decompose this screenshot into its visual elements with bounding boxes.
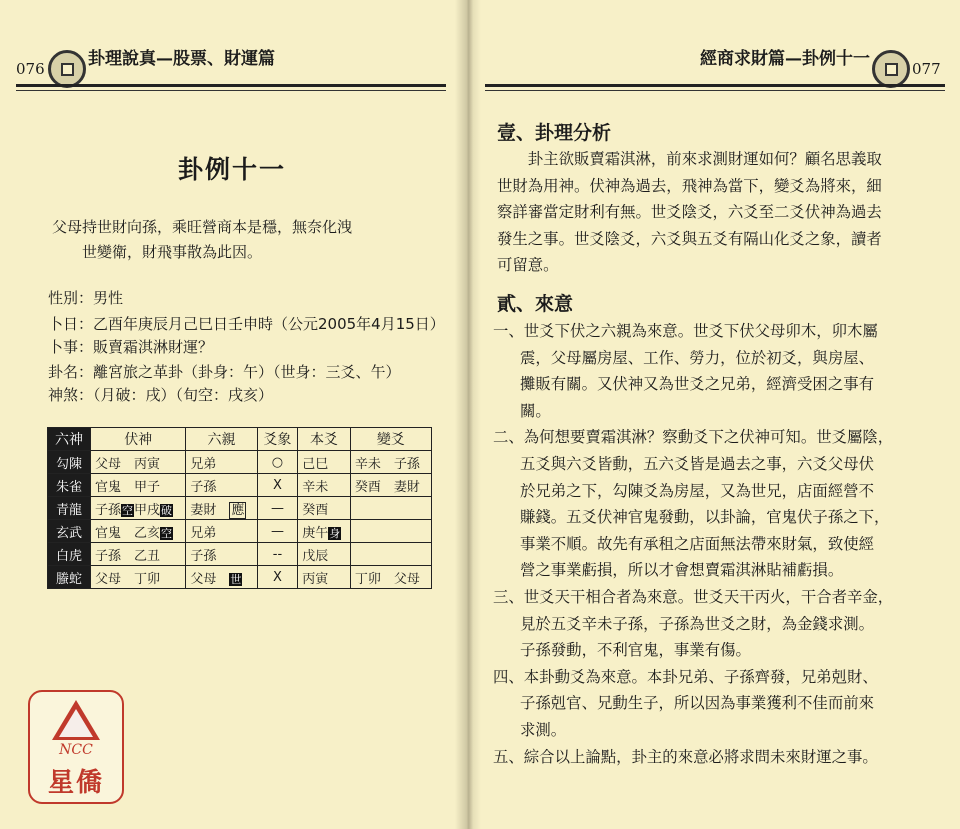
po-tag: 破 — [161, 503, 173, 517]
list-item — [493, 744, 921, 771]
item-line: 於兄弟之下，勾陳爻為房屋，又為世兄，店面經營不 — [520, 481, 874, 500]
left-page-header: 卦理說真—股票、財運篇 — [88, 49, 275, 69]
table-row — [48, 474, 432, 497]
info-gua: 卦名：離宮旅之革卦（卦身：午）（世身：三爻、午） — [48, 363, 401, 381]
cell-bianyao — [350, 497, 431, 520]
item-line: 一、世爻下伏之六親為來意。世爻下伏父母卯木，卯木屬 — [493, 322, 878, 340]
left-header-rule-thin — [16, 90, 446, 91]
right-header-rule-thin — [485, 90, 945, 91]
cell-liuqin: 子孫 — [186, 474, 257, 497]
cell-benyao: 辛未 — [298, 474, 351, 497]
cell-bianyao — [350, 543, 431, 566]
cell-liuqin — [186, 497, 257, 520]
header-benyao: 本爻 — [298, 428, 351, 451]
item-line: 五、綜合以上論點，卦主的來意必將求問未來財運之事。 — [493, 747, 878, 766]
item-line: 五爻與六爻皆動，五六爻皆是過去之事，六爻父母伏 — [520, 454, 874, 473]
kong-tag: 空 — [122, 503, 134, 517]
table-row — [48, 497, 432, 520]
cell-benyao: 丙寅 — [298, 566, 351, 589]
para-line: 發生之事。世爻陰爻，六爻與五爻有隔山化爻之象，讀者 — [497, 229, 882, 248]
cell-god: 白虎 — [48, 543, 91, 566]
item-line: 子孫發動，不利官鬼，事業有傷。 — [520, 641, 751, 660]
cell-liuqin: 子孫 — [186, 543, 257, 566]
para-line: 察詳審當定財利有無。世爻陰爻，六爻至二爻伏神為過去 — [497, 203, 882, 222]
header-yaoxiang: 爻象 — [257, 428, 298, 451]
right-page-number: 077 — [912, 60, 941, 78]
case-title: 卦例十一 — [178, 155, 287, 184]
item-line: 震，父母屬房屋、工作、勞力，位於初爻，與房屋、 — [520, 348, 874, 367]
para-line: 可留意。 — [497, 256, 559, 275]
cell-fushen — [91, 520, 186, 543]
cell-liuqin: 兄弟 — [186, 451, 257, 474]
cell-god: 玄武 — [48, 520, 91, 543]
gua-table-header-row — [48, 428, 432, 451]
cell-benyao — [298, 520, 351, 543]
fushen-text: 子孫 — [95, 502, 122, 518]
shen-tag: 身 — [329, 526, 341, 540]
section-1-title: 壹、卦理分析 — [497, 122, 612, 144]
cell-benyao: 己巳 — [298, 451, 351, 474]
item-line: 見於五爻辛未子孫，子孫為世爻之財，為金錢求測。 — [520, 614, 874, 633]
para-line: 卦主欲販賣霜淇淋，前來求測財運如何？顧名思義取 — [497, 150, 882, 168]
list-item — [493, 664, 921, 744]
kong-tag: 空 — [161, 526, 173, 540]
cell-yaoxiang: X — [257, 474, 298, 497]
book-gutter — [455, 0, 481, 829]
item-line: 賺錢。五爻伏神官鬼發動，以卦論，官鬼伏子孫之下， — [520, 508, 890, 527]
cell-benyao: 戊辰 — [298, 543, 351, 566]
cell-yaoxiang: X — [257, 566, 298, 589]
section-1-paragraph — [497, 146, 917, 279]
left-page-number: 076 — [16, 60, 45, 78]
coin-ornament-icon — [872, 50, 910, 88]
list-item — [493, 318, 921, 424]
stamp-ncc-text: NCC — [59, 742, 93, 758]
cell-liuqin: 兄弟 — [186, 520, 257, 543]
cell-god: 朱雀 — [48, 474, 91, 497]
header-bianyao: 變爻 — [350, 428, 431, 451]
cell-bianyao: 辛未 子孫 — [350, 451, 431, 474]
ncc-stamp-logo — [28, 690, 124, 804]
shi-tag: 世 — [230, 572, 242, 586]
table-row — [48, 520, 432, 543]
triangle-mark-icon — [52, 700, 100, 740]
cell-god: 勾陳 — [48, 451, 91, 474]
item-line: 攤販有關。又伏神又為世爻之兄弟，經濟受困之事有 — [520, 375, 874, 394]
benyao-text: 庚午 — [302, 525, 329, 541]
list-item — [493, 584, 921, 664]
section-2-items — [493, 318, 921, 770]
table-row — [48, 566, 432, 589]
info-gender: 性別：男性 — [48, 289, 124, 307]
info-matter: 卜事：販賣霜淇淋財運？ — [48, 338, 214, 356]
ying-tag: 應 — [231, 502, 245, 518]
info-date: 卜日：乙酉年庚辰月己巳日壬申時（公元2005年4月15日） — [48, 315, 445, 333]
liuqin-text: 父母 — [190, 571, 217, 587]
right-page-header: 經商求財篇—卦例十一 — [700, 49, 870, 69]
header-liushen: 六神 — [48, 428, 91, 451]
header-fushen: 伏神 — [91, 428, 186, 451]
stamp-name-text: 星僑 — [47, 768, 104, 798]
cell-fushen: 父母 丁卯 — [91, 566, 186, 589]
list-item — [493, 424, 921, 584]
header-liuqin: 六親 — [186, 428, 257, 451]
fushen-text-2: 甲戌 — [134, 502, 161, 518]
cell-yaoxiang: ○ — [257, 451, 298, 474]
item-line: 四、本卦動爻為來意。本卦兄弟、子孫齊發，兄弟剋財、 — [493, 667, 878, 686]
cell-bianyao — [350, 520, 431, 543]
liuqin-text: 妻財 — [190, 502, 217, 518]
cell-liuqin — [186, 566, 257, 589]
item-line: 求測。 — [520, 720, 567, 739]
item-line: 子孫剋官、兄動生子，所以因為事業獲利不佳而前來 — [520, 694, 874, 713]
item-line: 關。 — [520, 401, 551, 420]
table-row — [48, 543, 432, 566]
cell-yaoxiang: — — [257, 497, 298, 520]
cell-benyao: 癸酉 — [298, 497, 351, 520]
poem-line-2: 世變衛，財飛事散為此因。 — [82, 243, 263, 261]
cell-god: 青龍 — [48, 497, 91, 520]
cell-fushen: 官鬼 甲子 — [91, 474, 186, 497]
cell-god: 螣蛇 — [48, 566, 91, 589]
cell-yaoxiang: -- — [257, 543, 298, 566]
section-2-title: 貳、來意 — [497, 293, 574, 315]
coin-ornament-icon — [48, 50, 86, 88]
cell-fushen: 子孫 乙丑 — [91, 543, 186, 566]
left-header-rule — [16, 84, 446, 87]
item-line: 營之事業虧損，所以才會想賣霜淇淋貼補虧損。 — [520, 561, 844, 580]
para-line: 世財為用神。伏神為過去，飛神為當下，變爻為將來，細 — [497, 176, 882, 195]
cell-bianyao: 癸酉 妻財 — [350, 474, 431, 497]
right-header-rule — [485, 84, 945, 87]
item-line: 三、世爻天干相合者為來意。世爻天干丙火，干合者辛金， — [493, 587, 894, 606]
cell-fushen — [91, 497, 186, 520]
item-line: 事業不順。故先有承租之店面無法帶來財氣，致使經 — [520, 534, 874, 553]
item-line: 二、為何想要賣霜淇淋？察動爻下之伏神可知。世爻屬陰， — [493, 428, 894, 447]
poem-line-1: 父母持世財向孫，乘旺營商本是穩，無奈化洩 — [52, 218, 353, 236]
table-row — [48, 451, 432, 474]
cell-yaoxiang: — — [257, 520, 298, 543]
info-shensha: 神煞：（月破：戌）（旬空：戌亥） — [48, 386, 274, 404]
fushen-text: 官鬼 乙亥 — [95, 525, 161, 541]
gua-table — [47, 427, 432, 589]
cell-bianyao: 丁卯 父母 — [350, 566, 431, 589]
cell-fushen: 父母 丙寅 — [91, 451, 186, 474]
